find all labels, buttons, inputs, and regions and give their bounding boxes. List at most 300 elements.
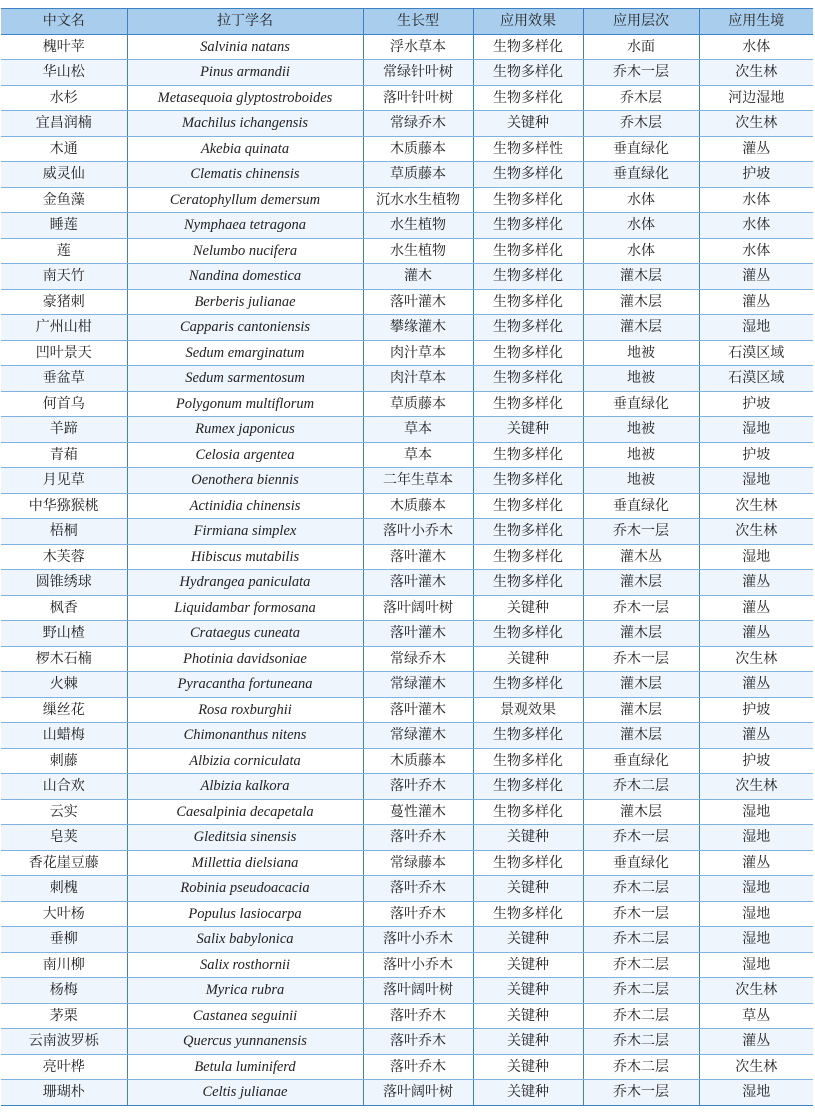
latin-name-cell: Rosa roxburghii <box>127 697 363 723</box>
application-layer-cell: 灌木层 <box>583 264 699 290</box>
application-layer-cell: 灌木层 <box>583 697 699 723</box>
chinese-name-cell: 垂柳 <box>1 927 127 953</box>
application-layer-cell: 垂直绿化 <box>583 850 699 876</box>
application-layer-cell: 地被 <box>583 417 699 443</box>
growth-form-cell: 水生植物 <box>363 213 473 239</box>
latin-name-cell: Betula luminiferd <box>127 1054 363 1080</box>
chinese-name-cell: 皂荚 <box>1 825 127 851</box>
habitat-cell: 护坡 <box>699 391 813 417</box>
habitat-cell: 次生林 <box>699 1054 813 1080</box>
application-effect-cell: 生物多样化 <box>473 799 583 825</box>
application-effect-cell: 生物多样化 <box>473 723 583 749</box>
application-layer-cell: 灌木层 <box>583 723 699 749</box>
habitat-cell: 河边湿地 <box>699 85 813 111</box>
latin-name-cell: Salvinia natans <box>127 34 363 60</box>
latin-name-cell: Sedum sarmentosum <box>127 366 363 392</box>
application-effect-cell: 生物多样化 <box>473 264 583 290</box>
habitat-cell: 石漠区域 <box>699 340 813 366</box>
application-effect-cell: 关键种 <box>473 978 583 1004</box>
latin-name-cell: Myrica rubra <box>127 978 363 1004</box>
table-row <box>1 111 813 137</box>
growth-form-cell: 草质藤本 <box>363 162 473 188</box>
table-row <box>1 850 813 876</box>
latin-name-cell: Populus lasiocarpa <box>127 901 363 927</box>
latin-name-cell: Firmiana simplex <box>127 519 363 545</box>
growth-form-cell: 落叶乔木 <box>363 1029 473 1055</box>
header-growth-form: 生长型 <box>363 9 473 35</box>
application-layer-cell: 垂直绿化 <box>583 136 699 162</box>
habitat-cell: 湿地 <box>699 825 813 851</box>
habitat-cell: 水体 <box>699 238 813 264</box>
application-layer-cell: 水面 <box>583 34 699 60</box>
application-effect-cell: 关键种 <box>473 595 583 621</box>
chinese-name-cell: 茅栗 <box>1 1003 127 1029</box>
growth-form-cell: 落叶小乔木 <box>363 952 473 978</box>
latin-name-cell: Liquidambar formosana <box>127 595 363 621</box>
latin-name-cell: Metasequoia glyptostroboides <box>127 85 363 111</box>
habitat-cell: 湿地 <box>699 544 813 570</box>
table-row <box>1 723 813 749</box>
latin-name-cell: Pinus armandii <box>127 60 363 86</box>
chinese-name-cell: 华山松 <box>1 60 127 86</box>
application-layer-cell: 垂直绿化 <box>583 493 699 519</box>
latin-name-cell: Celosia argentea <box>127 442 363 468</box>
chinese-name-cell: 香花崖豆藤 <box>1 850 127 876</box>
application-layer-cell: 乔木层 <box>583 111 699 137</box>
latin-name-cell: Capparis cantoniensis <box>127 315 363 341</box>
table-row <box>1 519 813 545</box>
application-layer-cell: 乔木二层 <box>583 774 699 800</box>
application-effect-cell: 生物多样化 <box>473 519 583 545</box>
growth-form-cell: 木质藤本 <box>363 136 473 162</box>
application-effect-cell: 生物多样化 <box>473 901 583 927</box>
habitat-cell: 灌丛 <box>699 723 813 749</box>
application-layer-cell: 水体 <box>583 238 699 264</box>
application-effect-cell: 关键种 <box>473 927 583 953</box>
table-row <box>1 85 813 111</box>
growth-form-cell: 肉汁草本 <box>363 340 473 366</box>
habitat-cell: 湿地 <box>699 799 813 825</box>
chinese-name-cell: 水杉 <box>1 85 127 111</box>
growth-form-cell: 木质藤本 <box>363 748 473 774</box>
habitat-cell: 灌丛 <box>699 570 813 596</box>
habitat-cell: 次生林 <box>699 60 813 86</box>
habitat-cell: 灌丛 <box>699 289 813 315</box>
table-row <box>1 595 813 621</box>
latin-name-cell: Polygonum multiflorum <box>127 391 363 417</box>
latin-name-cell: Quercus yunnanensis <box>127 1029 363 1055</box>
growth-form-cell: 落叶乔木 <box>363 1003 473 1029</box>
growth-form-cell: 灌木 <box>363 264 473 290</box>
table-row <box>1 952 813 978</box>
latin-name-cell: Machilus ichangensis <box>127 111 363 137</box>
table-row <box>1 417 813 443</box>
habitat-cell: 灌丛 <box>699 136 813 162</box>
application-layer-cell: 乔木二层 <box>583 876 699 902</box>
growth-form-cell: 落叶灌木 <box>363 621 473 647</box>
latin-name-cell: Salix rosthornii <box>127 952 363 978</box>
table-row <box>1 136 813 162</box>
growth-form-cell: 落叶小乔木 <box>363 519 473 545</box>
application-effect-cell: 生物多样化 <box>473 238 583 264</box>
habitat-cell: 灌丛 <box>699 264 813 290</box>
growth-form-cell: 落叶小乔木 <box>363 927 473 953</box>
application-layer-cell: 乔木二层 <box>583 927 699 953</box>
application-effect-cell: 生物多样化 <box>473 468 583 494</box>
growth-form-cell: 二年生草本 <box>363 468 473 494</box>
habitat-cell: 灌丛 <box>699 850 813 876</box>
application-effect-cell: 关键种 <box>473 876 583 902</box>
table-row <box>1 825 813 851</box>
habitat-cell: 护坡 <box>699 442 813 468</box>
growth-form-cell: 草质藤本 <box>363 391 473 417</box>
application-effect-cell: 生物多样化 <box>473 774 583 800</box>
growth-form-cell: 肉汁草本 <box>363 366 473 392</box>
chinese-name-cell: 火棘 <box>1 672 127 698</box>
table-row <box>1 570 813 596</box>
chinese-name-cell: 椤木石楠 <box>1 646 127 672</box>
application-effect-cell: 关键种 <box>473 1003 583 1029</box>
application-layer-cell: 乔木二层 <box>583 978 699 1004</box>
table-row <box>1 213 813 239</box>
chinese-name-cell: 睡莲 <box>1 213 127 239</box>
application-layer-cell: 地被 <box>583 442 699 468</box>
application-effect-cell: 生物多样性 <box>473 136 583 162</box>
application-effect-cell: 关键种 <box>473 1029 583 1055</box>
latin-name-cell: Robinia pseudoacacia <box>127 876 363 902</box>
application-layer-cell: 灌木层 <box>583 799 699 825</box>
chinese-name-cell: 珊瑚朴 <box>1 1080 127 1106</box>
habitat-cell: 湿地 <box>699 468 813 494</box>
latin-name-cell: Castanea seguinii <box>127 1003 363 1029</box>
growth-form-cell: 落叶阔叶树 <box>363 978 473 1004</box>
chinese-name-cell: 云南波罗栎 <box>1 1029 127 1055</box>
application-layer-cell: 地被 <box>583 468 699 494</box>
application-effect-cell: 生物多样化 <box>473 366 583 392</box>
habitat-cell: 次生林 <box>699 978 813 1004</box>
table-row <box>1 1003 813 1029</box>
latin-name-cell: Photinia davidsoniae <box>127 646 363 672</box>
application-layer-cell: 乔木二层 <box>583 1003 699 1029</box>
application-layer-cell: 乔木二层 <box>583 952 699 978</box>
application-effect-cell: 生物多样化 <box>473 289 583 315</box>
chinese-name-cell: 云实 <box>1 799 127 825</box>
growth-form-cell: 蔓性灌木 <box>363 799 473 825</box>
habitat-cell: 湿地 <box>699 901 813 927</box>
table-row <box>1 340 813 366</box>
chinese-name-cell: 月见草 <box>1 468 127 494</box>
application-layer-cell: 灌木层 <box>583 621 699 647</box>
application-layer-cell: 灌木层 <box>583 315 699 341</box>
growth-form-cell: 常绿灌木 <box>363 672 473 698</box>
latin-name-cell: Crataegus cuneata <box>127 621 363 647</box>
application-layer-cell: 乔木一层 <box>583 519 699 545</box>
application-layer-cell: 乔木一层 <box>583 825 699 851</box>
chinese-name-cell: 垂盆草 <box>1 366 127 392</box>
latin-name-cell: Akebia quinata <box>127 136 363 162</box>
growth-form-cell: 落叶乔木 <box>363 774 473 800</box>
application-effect-cell: 关键种 <box>473 646 583 672</box>
habitat-cell: 护坡 <box>699 162 813 188</box>
latin-name-cell: Pyracantha fortuneana <box>127 672 363 698</box>
application-effect-cell: 关键种 <box>473 1080 583 1106</box>
latin-name-cell: Millettia dielsiana <box>127 850 363 876</box>
chinese-name-cell: 刺槐 <box>1 876 127 902</box>
application-layer-cell: 乔木一层 <box>583 595 699 621</box>
table-row <box>1 442 813 468</box>
growth-form-cell: 落叶阔叶树 <box>363 595 473 621</box>
table-row <box>1 187 813 213</box>
chinese-name-cell: 槐叶苹 <box>1 34 127 60</box>
chinese-name-cell: 豪猪刺 <box>1 289 127 315</box>
application-layer-cell: 乔木一层 <box>583 901 699 927</box>
habitat-cell: 石漠区域 <box>699 366 813 392</box>
table-row <box>1 774 813 800</box>
habitat-cell: 次生林 <box>699 111 813 137</box>
application-effect-cell: 生物多样化 <box>473 850 583 876</box>
table-row <box>1 544 813 570</box>
habitat-cell: 湿地 <box>699 315 813 341</box>
habitat-cell: 次生林 <box>699 493 813 519</box>
habitat-cell: 湿地 <box>699 1080 813 1106</box>
latin-name-cell: Oenothera biennis <box>127 468 363 494</box>
growth-form-cell: 常绿乔木 <box>363 646 473 672</box>
table-row <box>1 60 813 86</box>
habitat-cell: 次生林 <box>699 519 813 545</box>
chinese-name-cell: 南天竹 <box>1 264 127 290</box>
latin-name-cell: Ceratophyllum demersum <box>127 187 363 213</box>
chinese-name-cell: 凹叶景天 <box>1 340 127 366</box>
growth-form-cell: 落叶阔叶树 <box>363 1080 473 1106</box>
table-row <box>1 493 813 519</box>
application-layer-cell: 地被 <box>583 366 699 392</box>
application-effect-cell: 生物多样化 <box>473 315 583 341</box>
header-chinese-name: 中文名 <box>1 9 127 35</box>
chinese-name-cell: 木芙蓉 <box>1 544 127 570</box>
habitat-cell: 灌丛 <box>699 595 813 621</box>
header-latin-name: 拉丁学名 <box>127 9 363 35</box>
table-row <box>1 468 813 494</box>
growth-form-cell: 草本 <box>363 417 473 443</box>
table-row <box>1 391 813 417</box>
application-effect-cell: 关键种 <box>473 111 583 137</box>
application-effect-cell: 关键种 <box>473 1054 583 1080</box>
chinese-name-cell: 杨梅 <box>1 978 127 1004</box>
chinese-name-cell: 山蜡梅 <box>1 723 127 749</box>
growth-form-cell: 草本 <box>363 442 473 468</box>
header-application-effect: 应用效果 <box>473 9 583 35</box>
application-effect-cell: 生物多样化 <box>473 672 583 698</box>
latin-name-cell: Albizia corniculata <box>127 748 363 774</box>
habitat-cell: 护坡 <box>699 748 813 774</box>
application-effect-cell: 生物多样化 <box>473 187 583 213</box>
growth-form-cell: 浮水草本 <box>363 34 473 60</box>
chinese-name-cell: 野山楂 <box>1 621 127 647</box>
chinese-name-cell: 莲 <box>1 238 127 264</box>
application-layer-cell: 垂直绿化 <box>583 162 699 188</box>
table-row <box>1 289 813 315</box>
growth-form-cell: 落叶乔木 <box>363 901 473 927</box>
table-row <box>1 672 813 698</box>
latin-name-cell: Berberis julianae <box>127 289 363 315</box>
latin-name-cell: Nymphaea tetragona <box>127 213 363 239</box>
application-effect-cell: 生物多样化 <box>473 748 583 774</box>
application-effect-cell: 生物多样化 <box>473 442 583 468</box>
latin-name-cell: Actinidia chinensis <box>127 493 363 519</box>
habitat-cell: 草丛 <box>699 1003 813 1029</box>
growth-form-cell: 落叶乔木 <box>363 876 473 902</box>
latin-name-cell: Chimonanthus nitens <box>127 723 363 749</box>
chinese-name-cell: 威灵仙 <box>1 162 127 188</box>
table-row <box>1 162 813 188</box>
habitat-cell: 次生林 <box>699 646 813 672</box>
chinese-name-cell: 亮叶桦 <box>1 1054 127 1080</box>
table-row <box>1 876 813 902</box>
application-layer-cell: 灌木丛 <box>583 544 699 570</box>
growth-form-cell: 落叶乔木 <box>363 825 473 851</box>
habitat-cell: 灌丛 <box>699 1029 813 1055</box>
habitat-cell: 护坡 <box>699 697 813 723</box>
plant-species-table <box>1 8 813 1106</box>
table-row <box>1 34 813 60</box>
table-header <box>1 9 813 35</box>
growth-form-cell: 攀缘灌木 <box>363 315 473 341</box>
application-effect-cell: 生物多样化 <box>473 60 583 86</box>
table-row <box>1 927 813 953</box>
latin-name-cell: Nelumbo nucifera <box>127 238 363 264</box>
table-row <box>1 315 813 341</box>
habitat-cell: 湿地 <box>699 876 813 902</box>
table-row <box>1 697 813 723</box>
application-layer-cell: 灌木层 <box>583 289 699 315</box>
application-layer-cell: 乔木一层 <box>583 646 699 672</box>
latin-name-cell: Caesalpinia decapetala <box>127 799 363 825</box>
latin-name-cell: Nandina domestica <box>127 264 363 290</box>
application-layer-cell: 乔木一层 <box>583 60 699 86</box>
latin-name-cell: Sedum emarginatum <box>127 340 363 366</box>
habitat-cell: 灌丛 <box>699 672 813 698</box>
chinese-name-cell: 缫丝花 <box>1 697 127 723</box>
habitat-cell: 湿地 <box>699 927 813 953</box>
latin-name-cell: Rumex japonicus <box>127 417 363 443</box>
growth-form-cell: 落叶灌木 <box>363 544 473 570</box>
table-row <box>1 1080 813 1106</box>
chinese-name-cell: 枫香 <box>1 595 127 621</box>
table-row <box>1 238 813 264</box>
latin-name-cell: Celtis julianae <box>127 1080 363 1106</box>
application-layer-cell: 垂直绿化 <box>583 391 699 417</box>
application-effect-cell: 关键种 <box>473 825 583 851</box>
latin-name-cell: Gleditsia sinensis <box>127 825 363 851</box>
chinese-name-cell: 中华猕猴桃 <box>1 493 127 519</box>
chinese-name-cell: 广州山柑 <box>1 315 127 341</box>
application-effect-cell: 生物多样化 <box>473 162 583 188</box>
application-layer-cell: 乔木二层 <box>583 1054 699 1080</box>
habitat-cell: 水体 <box>699 34 813 60</box>
application-effect-cell: 景观效果 <box>473 697 583 723</box>
header-application-habitat: 应用生境 <box>699 9 813 35</box>
application-effect-cell: 生物多样化 <box>473 213 583 239</box>
growth-form-cell: 落叶灌木 <box>363 289 473 315</box>
chinese-name-cell: 青葙 <box>1 442 127 468</box>
growth-form-cell: 落叶灌木 <box>363 570 473 596</box>
growth-form-cell: 落叶针叶树 <box>363 85 473 111</box>
table-row <box>1 978 813 1004</box>
application-effect-cell: 关键种 <box>473 417 583 443</box>
application-effect-cell: 关键种 <box>473 952 583 978</box>
habitat-cell: 湿地 <box>699 952 813 978</box>
table-row <box>1 621 813 647</box>
latin-name-cell: Albizia kalkora <box>127 774 363 800</box>
application-effect-cell: 生物多样化 <box>473 621 583 647</box>
application-effect-cell: 生物多样化 <box>473 85 583 111</box>
growth-form-cell: 水生植物 <box>363 238 473 264</box>
growth-form-cell: 落叶乔木 <box>363 1054 473 1080</box>
plant-table-container <box>1 8 813 1106</box>
habitat-cell: 灌丛 <box>699 621 813 647</box>
chinese-name-cell: 羊蹄 <box>1 417 127 443</box>
growth-form-cell: 常绿灌木 <box>363 723 473 749</box>
application-layer-cell: 乔木层 <box>583 85 699 111</box>
header-application-layer: 应用层次 <box>583 9 699 35</box>
header-row <box>1 9 813 35</box>
application-effect-cell: 生物多样化 <box>473 340 583 366</box>
latin-name-cell: Salix babylonica <box>127 927 363 953</box>
table-row <box>1 646 813 672</box>
application-layer-cell: 乔木二层 <box>583 1029 699 1055</box>
table-row <box>1 748 813 774</box>
application-layer-cell: 垂直绿化 <box>583 748 699 774</box>
latin-name-cell: Clematis chinensis <box>127 162 363 188</box>
growth-form-cell: 常绿乔木 <box>363 111 473 137</box>
application-layer-cell: 灌木层 <box>583 672 699 698</box>
chinese-name-cell: 刺藤 <box>1 748 127 774</box>
chinese-name-cell: 何首乌 <box>1 391 127 417</box>
habitat-cell: 次生林 <box>699 774 813 800</box>
growth-form-cell: 常绿藤本 <box>363 850 473 876</box>
growth-form-cell: 木质藤本 <box>363 493 473 519</box>
table-row <box>1 1054 813 1080</box>
growth-form-cell: 常绿针叶树 <box>363 60 473 86</box>
application-effect-cell: 生物多样化 <box>473 34 583 60</box>
table-row <box>1 264 813 290</box>
application-effect-cell: 生物多样化 <box>473 570 583 596</box>
chinese-name-cell: 金鱼藻 <box>1 187 127 213</box>
application-effect-cell: 生物多样化 <box>473 493 583 519</box>
chinese-name-cell: 大叶杨 <box>1 901 127 927</box>
table-row <box>1 799 813 825</box>
chinese-name-cell: 南川柳 <box>1 952 127 978</box>
application-layer-cell: 灌木层 <box>583 570 699 596</box>
habitat-cell: 水体 <box>699 187 813 213</box>
application-effect-cell: 生物多样化 <box>473 391 583 417</box>
table-row <box>1 1029 813 1055</box>
application-layer-cell: 水体 <box>583 187 699 213</box>
chinese-name-cell: 梧桐 <box>1 519 127 545</box>
table-row <box>1 366 813 392</box>
growth-form-cell: 落叶灌木 <box>363 697 473 723</box>
chinese-name-cell: 宜昌润楠 <box>1 111 127 137</box>
habitat-cell: 湿地 <box>699 417 813 443</box>
chinese-name-cell: 木通 <box>1 136 127 162</box>
habitat-cell: 水体 <box>699 213 813 239</box>
latin-name-cell: Hydrangea paniculata <box>127 570 363 596</box>
application-layer-cell: 地被 <box>583 340 699 366</box>
chinese-name-cell: 山合欢 <box>1 774 127 800</box>
chinese-name-cell: 圆锥绣球 <box>1 570 127 596</box>
latin-name-cell: Hibiscus mutabilis <box>127 544 363 570</box>
table-body <box>1 34 813 1105</box>
